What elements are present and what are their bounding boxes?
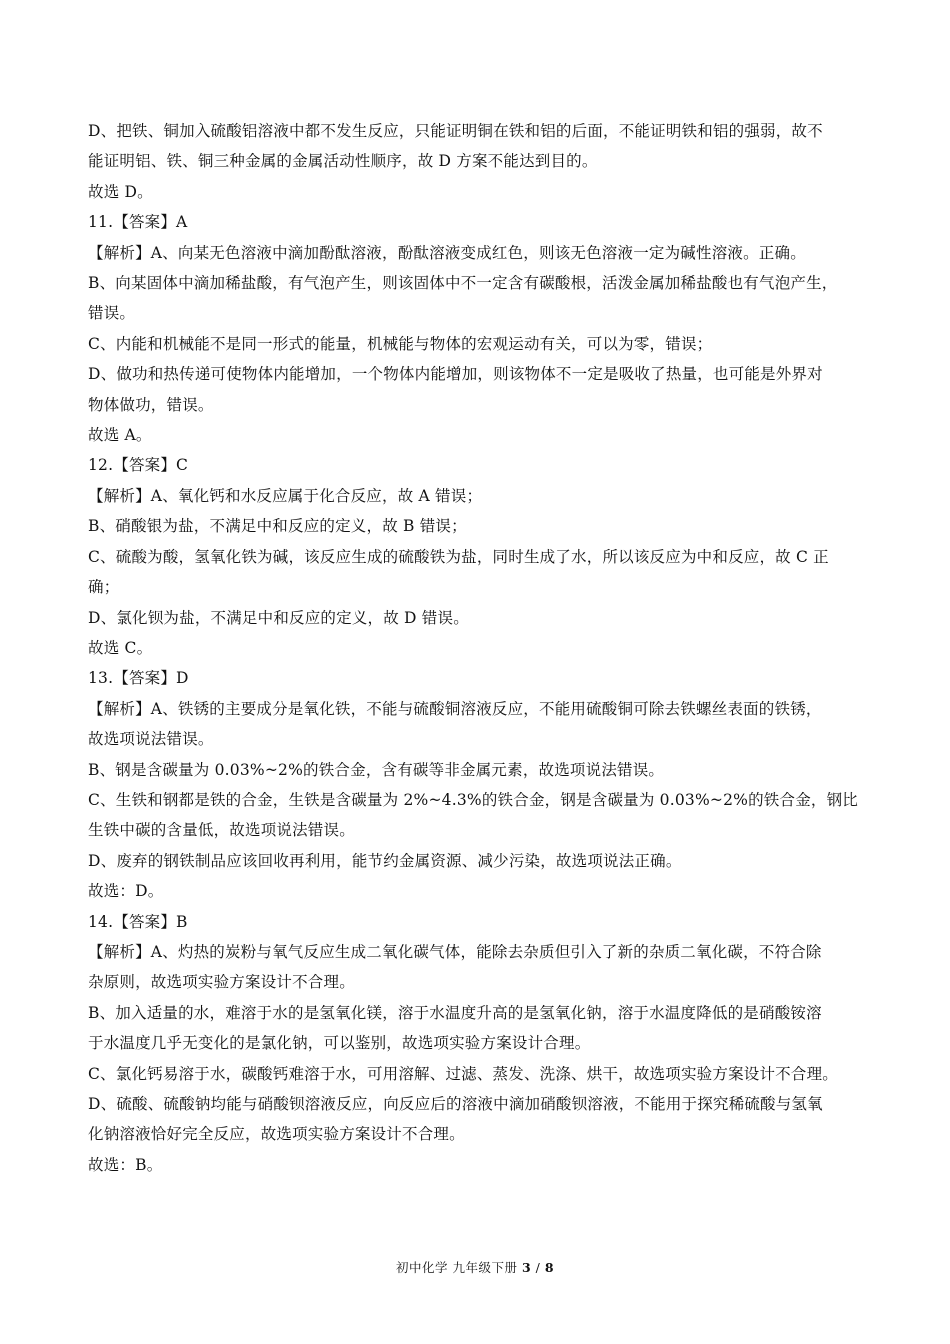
- text-line: 化钠溶液恰好完全反应，故选项实验方案设计不合理。: [88, 1125, 465, 1144]
- footer-subject: 初中化学 九年级下册: [395, 1260, 518, 1275]
- text-line: C、氯化钙易溶于水，碳酸钙难溶于水，可用溶解、过滤、蒸发、洗涤、烘干，故选项实验方案设计不合理。: [88, 1064, 838, 1083]
- text-line: 故选 A。: [88, 426, 152, 445]
- text-line: 【解析】A、灼热的炭粉与氧气反应生成二氧化碳气体，能除去杂质但引入了新的杂质二氧化碳，不符合除: [88, 942, 822, 961]
- footer-current-page: 3: [521, 1260, 532, 1275]
- text-line: B、加入适量的水，难溶于水的是氢氧化镁，溶于水温度升高的是氢氧化钠，溶于水温度降低的是硝酸铵溶: [88, 1003, 822, 1022]
- text-line: 杂原则，故选项实验方案设计不合理。: [88, 973, 355, 992]
- footer-total-pages: 8: [544, 1260, 555, 1275]
- text-line: B、向某固体中滴加稀盐酸，有气泡产生，则该固体中不一定含有碳酸根，活泼金属加稀盐酸也有气泡产生，: [88, 274, 838, 293]
- text-line: B、硝酸银为盐，不满足中和反应的定义，故 B 错误；: [88, 517, 467, 536]
- text-line: 生铁中碳的含量低，故选项说法错误。: [88, 821, 355, 840]
- page-footer: [0, 1258, 950, 1276]
- text-line: D、硫酸、硫酸钠均能与硝酸钡溶液反应，向反应后的溶液中滴加硝酸钡溶液，不能用于探究稀硫酸与氢氧: [88, 1095, 823, 1113]
- text-line: C、硫酸为酸，氢氧化铁为碱，该反应生成的硫酸铁为盐，同时生成了水，所以该反应为中和反应，故 C 正: [88, 547, 829, 566]
- text-line: C、生铁和钢都是铁的合金，生铁是含碳量为 2%~4.3%的铁合金，钢是含碳量为 0.03%~2%的铁合金，钢比: [88, 790, 858, 809]
- text-line: 能证明铝、铁、铜三种金属的金属活动性顺序，故 D 方案不能达到目的。: [88, 152, 598, 171]
- footer-separator: /: [535, 1260, 541, 1275]
- text-line: 错误。: [88, 304, 136, 323]
- text-line: 故选项说法错误。: [88, 730, 214, 749]
- text-line: D、氯化钡为盐，不满足中和反应的定义，故 D 错误。: [88, 608, 469, 627]
- text-line: 物体做功，错误。: [88, 395, 214, 414]
- text-line: 故选 D。: [88, 182, 153, 201]
- text-line: C、内能和机械能不是同一形式的能量，机械能与物体的宏观运动有关，可以为零，错误；: [88, 334, 713, 353]
- text-line: 11.【答案】A: [88, 213, 188, 232]
- text-line: 确；: [88, 578, 120, 597]
- text-line: 故选：D。: [88, 882, 164, 901]
- text-line: D、把铁、铜加入硫酸铝溶液中都不发生反应，只能证明铜在铁和铝的后面，不能证明铁和铝的强弱，故不: [88, 122, 823, 140]
- text-line: 于水温度几乎无变化的是氯化钠，可以鉴别，故选项实验方案设计合理。: [88, 1034, 591, 1053]
- text-line: D、废弃的钢铁制品应该回收再利用，能节约金属资源、减少污染，故选项说法正确。: [88, 851, 682, 870]
- text-line: 13.【答案】D: [88, 669, 189, 688]
- document-body: [88, 116, 868, 1180]
- text-line: B、钢是含碳量为 0.03%~2%的铁合金，含有碳等非金属元素，故选项说法错误。: [88, 760, 665, 779]
- text-line: 故选 C。: [88, 638, 153, 657]
- text-line: 故选：B。: [88, 1155, 163, 1174]
- text-line: 12.【答案】C: [88, 456, 189, 475]
- text-line: 14.【答案】B: [88, 912, 188, 931]
- text-line: D、做功和热传递可使物体内能增加，一个物体内能增加，则该物体不一定是吸收了热量，也可能是外界对: [88, 365, 823, 384]
- text-line: 【解析】A、氧化钙和水反应属于化合反应，故 A 错误；: [88, 486, 483, 505]
- text-line: 【解析】A、铁锈的主要成分是氧化铁，不能与硫酸铜溶液反应，不能用硫酸铜可除去铁螺丝表面的铁锈，: [88, 699, 822, 718]
- text-line: 【解析】A、向某无色溶液中滴加酚酞溶液，酚酞溶液变成红色，则该无色溶液一定为碱性溶液。正确。: [88, 243, 806, 262]
